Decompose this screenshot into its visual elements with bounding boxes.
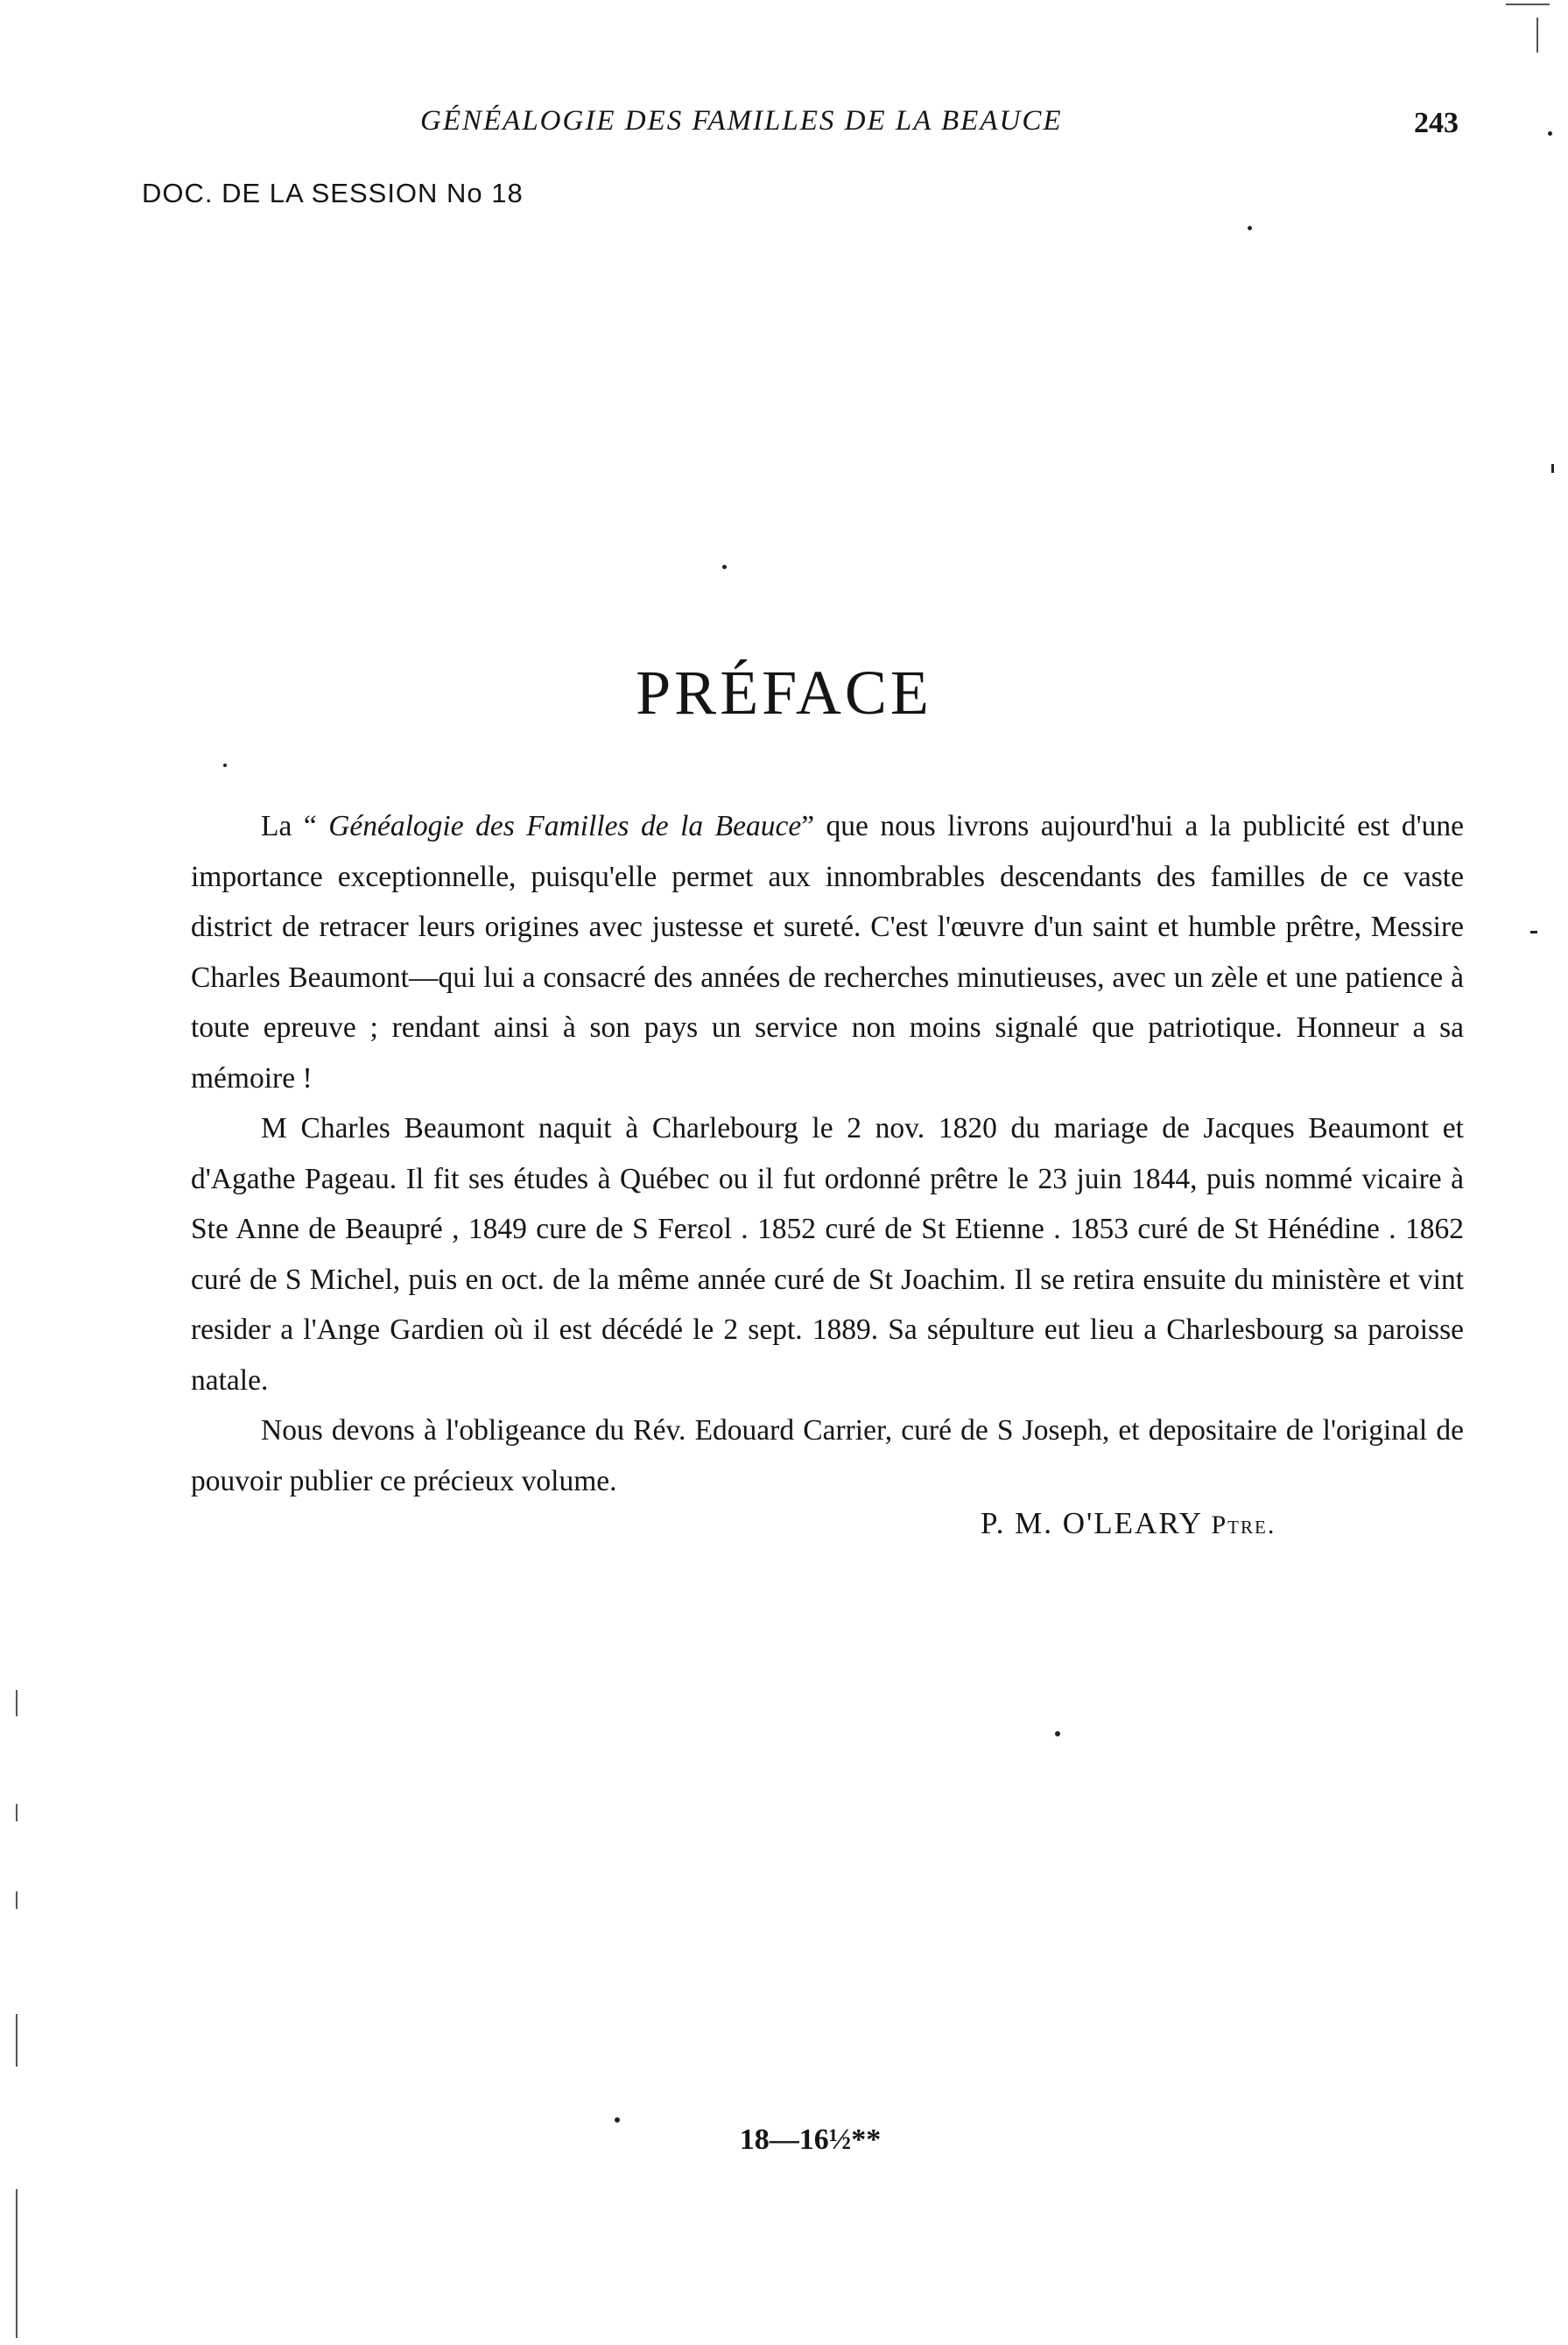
author-signature	[981, 1506, 1276, 1541]
scan-speck	[1530, 931, 1537, 933]
paragraph-1-opening: La “	[261, 810, 329, 842]
scan-speck	[722, 565, 727, 569]
author-title: Ptre.	[1211, 1511, 1276, 1539]
scan-edge-mark	[1536, 18, 1538, 53]
paragraph-2: M Charles Beaumont naquit à Charlebourg le 2 nov. 1820 du mariage de Jacques Beaumont et d'Agathe Pageau. Il fit ses études à Québec ou il fut ordonné prêtre le 23 juin 1844, puis nommé vicaire à Ste Anne de Beaupré , 1849 cure de S Ferεol . 1852 curé de St Etienne . 1853 curé de St Hénédine . 1862 curé de S Michel, puis en oct. de la même année curé de St Joachim. Il se retira ensuite du ministère et vint resider a l'Ange Gardien où il est décédé le 2 sept. 1889. Sa sépulture eut lieu a Charlesbourg sa paroisse natale.	[191, 1112, 1464, 1397]
author-name: P. M. O'LEARY	[981, 1506, 1212, 1540]
page-number: 243	[1414, 107, 1459, 139]
scan-edge-mark	[1506, 4, 1550, 5]
paragraph-1	[191, 801, 1464, 1103]
scan-speck	[1551, 464, 1554, 473]
book-title-italic: Généalogie des Familles de la Beauce	[328, 810, 802, 842]
scan-speck	[1055, 1731, 1060, 1736]
scan-speck	[1548, 131, 1552, 136]
scan-speck	[223, 764, 227, 767]
preface-body	[191, 801, 1464, 1506]
scan-edge-mark	[16, 1690, 18, 1716]
page-title: PRÉFACE	[636, 658, 932, 728]
scan-speck	[615, 2117, 620, 2123]
scan-speck	[1248, 226, 1252, 230]
paragraph-3: Nous devons à l'obligeance du Rév. Edouard Carrier, curé de S Joseph, et depositaire de l'original de pouvoir publier ce précieux volume.	[191, 1414, 1464, 1497]
running-title: GÉNÉALOGIE DES FAMILLES DE LA BEAUCE	[420, 105, 1063, 137]
scan-edge-mark	[16, 1891, 18, 1909]
scan-edge-mark	[16, 1804, 18, 1821]
session-label: DOC. DE LA SESSION No 18	[142, 178, 524, 208]
paragraph-1-text: ” que nous livrons aujourd'hui a la publicité est d'une importance exceptionnelle, puisqu'elle permet aux innombrables descendants des familles de ce vaste district de retracer leurs origines avec justesse et sureté. C'est l'œuvre d'un saint et humble prêtre, Messire Charles Beaumont—qui lui a consacré des années de recherches minutieuses, avec un zèle et une patience à toute epreuve ; rendant ainsi à son pays un service non moins signalé que patriotique. Honneur a sa mémoire !	[191, 810, 1465, 1095]
scan-edge-mark	[16, 2189, 18, 2338]
printer-signature-mark: 18—16½**	[739, 2123, 882, 2156]
scan-edge-mark	[16, 2014, 18, 2067]
